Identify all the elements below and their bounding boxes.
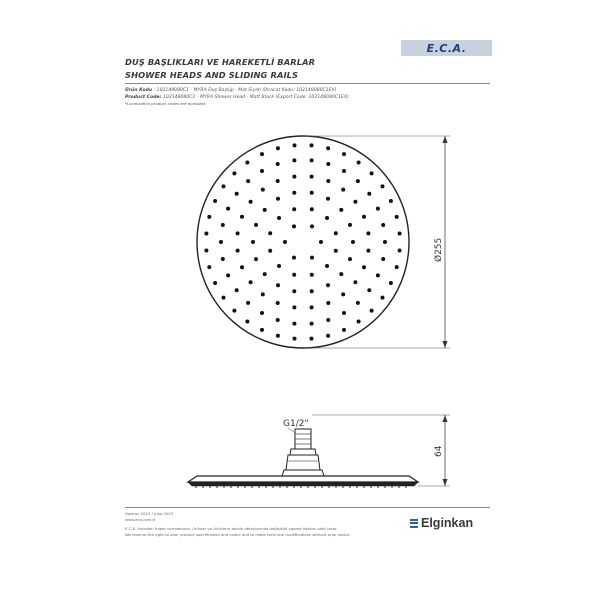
product-code-tr-label: Ürün Kodu <box>125 88 153 93</box>
nozzle-dot <box>213 199 217 203</box>
nozzle-dot <box>263 272 267 276</box>
height-dimension <box>312 415 450 486</box>
nozzle-dot <box>207 215 211 219</box>
nozzle-dot <box>326 318 330 322</box>
nozzle-dot <box>293 337 297 341</box>
nozzle-dot <box>319 240 323 244</box>
nozzle-dot <box>260 152 264 156</box>
nozzle-dot <box>395 215 399 219</box>
nozzle-dot <box>326 146 330 150</box>
nozzle-dot <box>381 296 385 300</box>
nozzle-dot <box>310 175 314 179</box>
nozzle-pattern <box>204 143 401 340</box>
nozzle-dot <box>268 231 272 235</box>
nozzle-dot <box>260 328 264 332</box>
nozzle-dot <box>292 191 296 195</box>
nozzle-dot <box>353 200 357 204</box>
nozzle-dot <box>246 179 250 183</box>
nozzle-dot <box>367 288 371 292</box>
nozzle-dot <box>342 328 346 332</box>
nozzle-dot <box>376 273 380 277</box>
product-code-en-label: Product Code: <box>125 95 162 100</box>
nozzle-dot <box>326 283 330 287</box>
nozzle-dot <box>310 207 314 211</box>
nozzle-dot <box>207 265 211 269</box>
nozzle-dot <box>283 240 287 244</box>
nozzle-dot <box>326 179 330 183</box>
nozzle-dot <box>310 305 314 309</box>
nozzle-dot <box>254 257 258 261</box>
footer-date: Haziran 2023 / June 2023 <box>125 511 174 516</box>
nozzle-dot <box>219 240 223 244</box>
nozzle-dot <box>263 208 267 212</box>
nozzle-dot <box>334 231 338 235</box>
nozzle-dot <box>222 296 226 300</box>
nozzle-dot <box>310 158 314 162</box>
footer-rule <box>125 507 490 508</box>
nozzle-dot <box>383 240 387 244</box>
nozzle-dot <box>395 265 399 269</box>
nozzle-dot <box>226 273 230 277</box>
side-view <box>188 419 418 488</box>
nozzle-dot <box>213 281 217 285</box>
nozzle-dot <box>292 224 296 228</box>
localization-note: *Localization product codes are available. <box>125 101 207 106</box>
diameter-dimension <box>303 136 450 348</box>
nozzle-dot <box>326 162 330 166</box>
shower-head-outline <box>197 136 409 348</box>
thread-label: G1/2" <box>283 419 309 429</box>
nozzle-dot <box>342 311 346 315</box>
nozzle-dot <box>240 215 244 219</box>
nozzle-dot <box>221 257 225 261</box>
nozzle-dot <box>398 249 402 253</box>
nozzle-dot <box>348 223 352 227</box>
nozzle-dot <box>292 322 296 326</box>
title-english: SHOWER HEADS AND SLIDING RAILS <box>125 70 299 80</box>
nozzle-dot <box>236 249 240 253</box>
nozzle-dot <box>310 191 314 195</box>
nozzle-dot <box>326 334 330 338</box>
nozzle-dot <box>370 171 374 175</box>
nozzle-dot <box>221 223 225 227</box>
nozzle-dot <box>232 309 236 313</box>
nozzle-dot <box>254 223 258 227</box>
nozzle-dot <box>353 280 357 284</box>
nozzle-dot <box>246 301 250 305</box>
nozzle-dot <box>235 288 239 292</box>
nozzle-dot <box>339 272 343 276</box>
nozzle-dot <box>292 207 296 211</box>
nozzle-dot <box>204 232 208 236</box>
nozzle-dot <box>292 273 296 277</box>
ball-joint <box>286 455 320 470</box>
nozzle-dot <box>389 281 393 285</box>
nozzle-dot <box>310 256 314 260</box>
nozzle-dot <box>236 231 240 235</box>
nozzle-dot <box>276 334 280 338</box>
nozzle-dot <box>367 192 371 196</box>
nozzle-dot <box>357 161 361 165</box>
nozzle-dot <box>356 301 360 305</box>
nozzle-dot <box>222 184 226 188</box>
nozzle-dot <box>326 301 330 305</box>
nozzle-dot <box>362 215 366 219</box>
nozzle-dot <box>326 197 330 201</box>
nozzle-dot <box>293 143 297 147</box>
product-code-tr-value: : 102148080C1 - MYRA Duş Başlığı - Mat Siyah (İhracat Kodu: 102148080C1EX) <box>153 88 337 93</box>
nozzle-dot <box>277 216 281 220</box>
nozzle-dot <box>341 292 345 296</box>
elginkan-logo-icon <box>410 519 418 528</box>
height-label: 64 <box>434 445 444 457</box>
nozzle-dot <box>381 257 385 261</box>
nozzle-dot <box>260 169 264 173</box>
nozzle-dot <box>351 240 355 244</box>
nozzle-dot <box>249 280 253 284</box>
brand-name: Elginkan <box>421 516 474 530</box>
nozzle-dot <box>232 171 236 175</box>
diameter-label: Ø255 <box>434 237 444 262</box>
nozzle-dot <box>310 224 314 228</box>
nozzle-dot <box>325 216 329 220</box>
title-turkish: DUŞ BAŞLIKLARI VE HAREKETLİ BARLAR <box>125 57 316 67</box>
nozzle-dot <box>342 169 346 173</box>
nozzle-dot <box>251 240 255 244</box>
nozzle-dot <box>310 337 314 341</box>
nozzle-dot <box>245 320 249 324</box>
nozzle-dot <box>366 231 370 235</box>
nozzle-dot <box>292 305 296 309</box>
nozzle-dot <box>276 146 280 150</box>
nozzle-dot <box>276 301 280 305</box>
nozzle-dot <box>381 184 385 188</box>
nozzle-dot <box>389 199 393 203</box>
nozzle-dot <box>310 143 314 147</box>
nozzle-dot <box>362 265 366 269</box>
logo-text: E.C.A. <box>426 41 467 55</box>
elginkan-brand <box>410 516 473 530</box>
nozzle-dot <box>357 320 361 324</box>
footer-note-tr: E.C.A. önceden haber vermeksizin, ürünler ve ürünlerin teknik detaylarında değişiklik yapma hakkını saklı tutar. <box>125 526 338 531</box>
nozzle-dot <box>226 207 230 211</box>
nozzle-dot <box>348 257 352 261</box>
nozzle-dot <box>325 264 329 268</box>
nozzle-dot <box>249 200 253 204</box>
nozzle-dot <box>334 249 338 253</box>
nozzle-dot <box>235 192 239 196</box>
nozzle-dot <box>310 322 314 326</box>
head-plate <box>188 476 418 482</box>
footer-note-en: We reserve the right to alter product specification and colors and to make technical modifications without prior notice. <box>125 532 351 537</box>
nozzle-dot <box>356 179 360 183</box>
nozzle-dot <box>268 249 272 253</box>
nozzle-dot <box>292 158 296 162</box>
nozzle-dot <box>276 197 280 201</box>
nozzle-dot <box>381 223 385 227</box>
nozzle-dot <box>339 208 343 212</box>
nozzle-dot <box>261 292 265 296</box>
nozzle-dot <box>277 264 281 268</box>
nozzle-dot <box>204 249 208 253</box>
nozzle-dot <box>276 162 280 166</box>
nozzle-dot <box>376 207 380 211</box>
nozzle-dot <box>366 249 370 253</box>
nozzle-dot <box>276 318 280 322</box>
nozzle-dot <box>240 265 244 269</box>
nozzle-dot <box>310 289 314 293</box>
product-code-en-value: 102148080C1 - MYRA Shower Head - Matt Black (Export Code: 102148080C1EX) <box>162 95 349 100</box>
nozzle-dot <box>342 152 346 156</box>
nozzle-dot <box>276 179 280 183</box>
nozzle-dot <box>341 188 345 192</box>
nozzle-dot <box>261 188 265 192</box>
nozzle-dot <box>245 161 249 165</box>
nozzle-dot <box>292 289 296 293</box>
nozzle-dot <box>398 232 402 236</box>
footer-website: www.eca.com.tr <box>125 517 156 522</box>
nozzle-dot <box>276 283 280 287</box>
nozzle-dot <box>292 175 296 179</box>
nozzle-dot <box>292 256 296 260</box>
nozzle-dot <box>310 273 314 277</box>
nozzle-dot <box>370 309 374 313</box>
nozzle-dot <box>260 311 264 315</box>
